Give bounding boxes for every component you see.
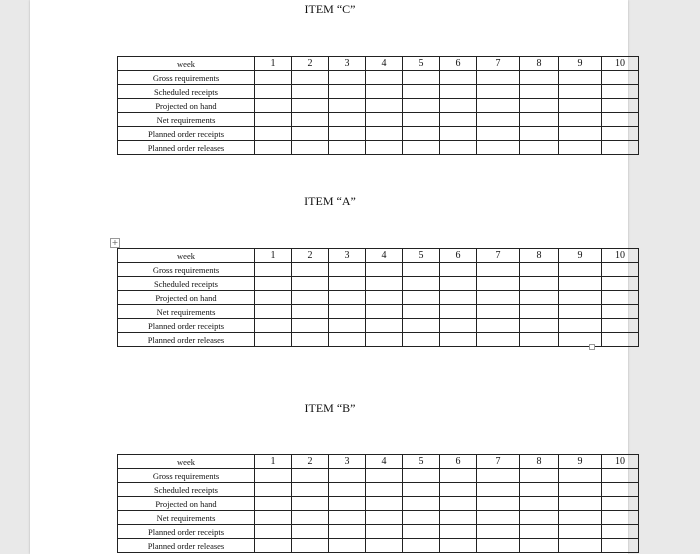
- week-number-cell: 1: [255, 249, 292, 263]
- week-number-cell: 4: [366, 249, 403, 263]
- table-row: [118, 525, 639, 539]
- table-cell[interactable]: [440, 511, 477, 525]
- table-cell[interactable]: [255, 469, 292, 483]
- row-label-cell: Gross requirements: [118, 71, 255, 85]
- table-header-row: [118, 249, 639, 263]
- table-row: [118, 305, 639, 319]
- table-cell[interactable]: [602, 319, 639, 333]
- table-cell[interactable]: [559, 333, 602, 347]
- table-cell[interactable]: [477, 141, 520, 155]
- table-cell[interactable]: [477, 305, 520, 319]
- table-header-row: [118, 455, 639, 469]
- table-cell[interactable]: [520, 469, 559, 483]
- table-cell[interactable]: [520, 113, 559, 127]
- table-row: [118, 263, 639, 277]
- table-cell[interactable]: [255, 539, 292, 553]
- table-cell[interactable]: [366, 539, 403, 553]
- table-cell[interactable]: [440, 483, 477, 497]
- table-cell[interactable]: [520, 483, 559, 497]
- table-cell[interactable]: [602, 497, 639, 511]
- table-cell[interactable]: [440, 99, 477, 113]
- table-cell[interactable]: [477, 291, 520, 305]
- week-number-cell: 2: [292, 455, 329, 469]
- table-cell[interactable]: [520, 525, 559, 539]
- table-cell[interactable]: [292, 277, 329, 291]
- table-cell[interactable]: [292, 497, 329, 511]
- week-number-cell: 1: [255, 57, 292, 71]
- week-number-cell: 4: [366, 455, 403, 469]
- table-cell[interactable]: [440, 85, 477, 99]
- table-cell[interactable]: [255, 333, 292, 347]
- table-row: [118, 539, 639, 553]
- table-cell[interactable]: [366, 511, 403, 525]
- table-cell[interactable]: [403, 319, 440, 333]
- item-b-mrp-table[interactable]: [117, 454, 639, 553]
- table-row: [118, 99, 639, 113]
- week-number-cell: 5: [403, 249, 440, 263]
- table-cell[interactable]: [292, 469, 329, 483]
- week-number-cell: 3: [329, 249, 366, 263]
- row-label-cell: Planned order receipts: [118, 319, 255, 333]
- week-header-cell: week: [118, 455, 255, 469]
- table-cell[interactable]: [559, 525, 602, 539]
- week-number-cell: 1: [255, 455, 292, 469]
- table-cell[interactable]: [520, 333, 559, 347]
- table-cell[interactable]: [366, 333, 403, 347]
- table-cell[interactable]: [520, 71, 559, 85]
- week-number-cell: 7: [477, 249, 520, 263]
- table-cell[interactable]: [520, 141, 559, 155]
- table-cell[interactable]: [602, 511, 639, 525]
- table-cell[interactable]: [440, 71, 477, 85]
- week-number-cell: 2: [292, 57, 329, 71]
- table-cell[interactable]: [477, 71, 520, 85]
- row-label-cell: Projected on hand: [118, 99, 255, 113]
- table-cell[interactable]: [559, 319, 602, 333]
- table-cell[interactable]: [329, 71, 366, 85]
- table-cell[interactable]: [520, 127, 559, 141]
- table-cell[interactable]: [292, 483, 329, 497]
- table-cell[interactable]: [440, 291, 477, 305]
- table-cell[interactable]: [602, 71, 639, 85]
- table-cell[interactable]: [255, 497, 292, 511]
- week-number-cell: 9: [559, 57, 602, 71]
- week-number-cell: 7: [477, 57, 520, 71]
- table-row: [118, 333, 639, 347]
- row-label-cell: Planned order receipts: [118, 525, 255, 539]
- table-cell[interactable]: [292, 263, 329, 277]
- row-label-cell: Net requirements: [118, 113, 255, 127]
- table-row: [118, 113, 639, 127]
- row-label-cell: Planned order releases: [118, 141, 255, 155]
- row-label-cell: Gross requirements: [118, 263, 255, 277]
- table-cell[interactable]: [440, 539, 477, 553]
- table-cell[interactable]: [559, 511, 602, 525]
- table-cell[interactable]: [403, 277, 440, 291]
- table-cell[interactable]: [520, 511, 559, 525]
- table-cell[interactable]: [292, 113, 329, 127]
- table-cell[interactable]: [477, 85, 520, 99]
- week-number-cell: 6: [440, 57, 477, 71]
- table-cell[interactable]: [440, 497, 477, 511]
- item-c-title: ITEM “C”: [304, 2, 356, 16]
- table-cell[interactable]: [559, 277, 602, 291]
- table-cell[interactable]: [255, 525, 292, 539]
- table-cell[interactable]: [255, 483, 292, 497]
- table-cell[interactable]: [602, 525, 639, 539]
- week-number-cell: 6: [440, 249, 477, 263]
- table-cell[interactable]: [440, 333, 477, 347]
- table-cell[interactable]: [520, 305, 559, 319]
- table-cell[interactable]: [440, 127, 477, 141]
- table-cell[interactable]: [329, 319, 366, 333]
- table-cell[interactable]: [255, 71, 292, 85]
- table-cell[interactable]: [366, 497, 403, 511]
- table-cell[interactable]: [602, 85, 639, 99]
- table-cell[interactable]: [366, 113, 403, 127]
- table-cell[interactable]: [477, 539, 520, 553]
- table-cell[interactable]: [520, 85, 559, 99]
- table-cell[interactable]: [403, 141, 440, 155]
- week-number-cell: 2: [292, 249, 329, 263]
- row-label-cell: Scheduled receipts: [118, 85, 255, 99]
- table-cell[interactable]: [477, 333, 520, 347]
- table-cell[interactable]: [292, 525, 329, 539]
- table-cell[interactable]: [440, 525, 477, 539]
- week-number-cell: 8: [520, 249, 559, 263]
- table-cell[interactable]: [255, 141, 292, 155]
- table-cell[interactable]: [477, 483, 520, 497]
- item-a-mrp-table[interactable]: [117, 248, 639, 347]
- table-cell[interactable]: [559, 71, 602, 85]
- table-cell[interactable]: [329, 469, 366, 483]
- table-cell[interactable]: [559, 539, 602, 553]
- table-cell[interactable]: [602, 263, 639, 277]
- table-cell[interactable]: [329, 99, 366, 113]
- table-cell[interactable]: [255, 99, 292, 113]
- table-cell[interactable]: [329, 291, 366, 305]
- week-number-cell: 10: [602, 249, 639, 263]
- table-cell[interactable]: [440, 319, 477, 333]
- table-cell[interactable]: [366, 277, 403, 291]
- table-cell[interactable]: [559, 469, 602, 483]
- table-cell[interactable]: [292, 333, 329, 347]
- table-cell[interactable]: [329, 525, 366, 539]
- table-cell[interactable]: [520, 497, 559, 511]
- table-cell[interactable]: [255, 127, 292, 141]
- table-cell[interactable]: [477, 319, 520, 333]
- table-cell[interactable]: [602, 469, 639, 483]
- table-cell[interactable]: [602, 277, 639, 291]
- table-cell[interactable]: [403, 291, 440, 305]
- row-label-cell: Projected on hand: [118, 291, 255, 305]
- table-cell[interactable]: [403, 99, 440, 113]
- table-row: [118, 141, 639, 155]
- table-cell[interactable]: [366, 525, 403, 539]
- table-cell[interactable]: [292, 85, 329, 99]
- table-cell[interactable]: [403, 127, 440, 141]
- table-row: [118, 483, 639, 497]
- table-cell[interactable]: [255, 291, 292, 305]
- table-cell[interactable]: [602, 333, 639, 347]
- table-cell[interactable]: [292, 141, 329, 155]
- table-cell[interactable]: [366, 263, 403, 277]
- week-number-cell: 5: [403, 57, 440, 71]
- table-cell[interactable]: [477, 525, 520, 539]
- table-cell[interactable]: [255, 511, 292, 525]
- table-cell[interactable]: [292, 539, 329, 553]
- table-cell[interactable]: [292, 305, 329, 319]
- table-cell[interactable]: [559, 141, 602, 155]
- table-cell[interactable]: [440, 141, 477, 155]
- week-number-cell: 9: [559, 455, 602, 469]
- table-cell[interactable]: [255, 305, 292, 319]
- row-label-cell: Planned order releases: [118, 539, 255, 553]
- row-label-cell: Net requirements: [118, 511, 255, 525]
- table-row: [118, 85, 639, 99]
- table-cell[interactable]: [403, 333, 440, 347]
- table-cell[interactable]: [520, 291, 559, 305]
- week-number-cell: 8: [520, 455, 559, 469]
- table-cell[interactable]: [329, 85, 366, 99]
- table-cell[interactable]: [366, 305, 403, 319]
- table-cell[interactable]: [329, 511, 366, 525]
- table-cell[interactable]: [520, 99, 559, 113]
- table-cell[interactable]: [559, 497, 602, 511]
- table-resize-handle-icon[interactable]: [589, 344, 595, 350]
- table-cell[interactable]: [602, 99, 639, 113]
- table-cell[interactable]: [403, 469, 440, 483]
- week-number-cell: 8: [520, 57, 559, 71]
- row-label-cell: Planned order receipts: [118, 127, 255, 141]
- table-cell[interactable]: [292, 291, 329, 305]
- table-cell[interactable]: [403, 85, 440, 99]
- table-cell[interactable]: [477, 99, 520, 113]
- table-cell[interactable]: [403, 305, 440, 319]
- table-move-handle-icon[interactable]: +: [111, 238, 119, 247]
- table-cell[interactable]: [366, 483, 403, 497]
- table-cell[interactable]: [329, 113, 366, 127]
- week-number-cell: 4: [366, 57, 403, 71]
- table-cell[interactable]: [366, 99, 403, 113]
- table-cell[interactable]: [403, 71, 440, 85]
- table-cell[interactable]: [559, 127, 602, 141]
- table-cell[interactable]: [329, 539, 366, 553]
- table-cell[interactable]: [403, 539, 440, 553]
- week-number-cell: 9: [559, 249, 602, 263]
- row-label-cell: Projected on hand: [118, 497, 255, 511]
- table-cell[interactable]: [403, 263, 440, 277]
- week-number-cell: 3: [329, 455, 366, 469]
- table-cell[interactable]: [602, 141, 639, 155]
- table-cell[interactable]: [440, 305, 477, 319]
- table-cell[interactable]: [329, 333, 366, 347]
- table-cell[interactable]: [602, 539, 639, 553]
- table-cell[interactable]: [559, 291, 602, 305]
- table-cell[interactable]: [403, 525, 440, 539]
- table-cell[interactable]: [255, 263, 292, 277]
- row-label-cell: Planned order releases: [118, 333, 255, 347]
- week-number-cell: 7: [477, 455, 520, 469]
- table-cell[interactable]: [559, 305, 602, 319]
- week-header-cell: week: [118, 57, 255, 71]
- table-cell[interactable]: [559, 85, 602, 99]
- table-row: [118, 71, 639, 85]
- table-cell[interactable]: [520, 277, 559, 291]
- table-cell[interactable]: [292, 99, 329, 113]
- table-cell[interactable]: [329, 263, 366, 277]
- table-cell[interactable]: [292, 71, 329, 85]
- table-cell[interactable]: [602, 305, 639, 319]
- table-cell[interactable]: [559, 113, 602, 127]
- table-cell[interactable]: [559, 483, 602, 497]
- table-cell[interactable]: [602, 113, 639, 127]
- table-cell[interactable]: [403, 113, 440, 127]
- week-number-cell: 3: [329, 57, 366, 71]
- table-cell[interactable]: [520, 263, 559, 277]
- table-cell[interactable]: [440, 469, 477, 483]
- table-cell[interactable]: [329, 483, 366, 497]
- table-cell[interactable]: [292, 127, 329, 141]
- table-row: [118, 277, 639, 291]
- table-cell[interactable]: [255, 113, 292, 127]
- table-cell[interactable]: [255, 85, 292, 99]
- item-c-mrp-table[interactable]: [117, 56, 639, 155]
- week-number-cell: 5: [403, 455, 440, 469]
- table-cell[interactable]: [477, 127, 520, 141]
- table-cell[interactable]: [366, 71, 403, 85]
- table-row: [118, 469, 639, 483]
- row-label-cell: Gross requirements: [118, 469, 255, 483]
- week-number-cell: 6: [440, 455, 477, 469]
- table-cell[interactable]: [403, 497, 440, 511]
- table-cell[interactable]: [329, 497, 366, 511]
- row-label-cell: Net requirements: [118, 305, 255, 319]
- table-cell[interactable]: [520, 539, 559, 553]
- table-cell[interactable]: [366, 319, 403, 333]
- table-cell[interactable]: [440, 277, 477, 291]
- table-cell[interactable]: [255, 319, 292, 333]
- table-cell[interactable]: [329, 141, 366, 155]
- table-cell[interactable]: [403, 483, 440, 497]
- table-row: [118, 511, 639, 525]
- table-cell[interactable]: [255, 277, 292, 291]
- row-label-cell: Scheduled receipts: [118, 277, 255, 291]
- table-cell[interactable]: [366, 291, 403, 305]
- table-cell[interactable]: [477, 497, 520, 511]
- table-cell[interactable]: [366, 127, 403, 141]
- table-cell[interactable]: [440, 263, 477, 277]
- table-cell[interactable]: [292, 511, 329, 525]
- row-label-cell: Scheduled receipts: [118, 483, 255, 497]
- table-cell[interactable]: [366, 469, 403, 483]
- week-header-cell: week: [118, 249, 255, 263]
- table-cell[interactable]: [329, 305, 366, 319]
- table-cell[interactable]: [559, 99, 602, 113]
- table-cell[interactable]: [477, 277, 520, 291]
- item-a-title: ITEM “A”: [304, 194, 356, 208]
- table-cell[interactable]: [329, 277, 366, 291]
- table-cell[interactable]: [440, 113, 477, 127]
- item-b-title: ITEM “B”: [304, 401, 356, 415]
- table-cell[interactable]: [477, 113, 520, 127]
- table-cell[interactable]: [602, 127, 639, 141]
- table-row: [118, 127, 639, 141]
- table-row: [118, 497, 639, 511]
- table-cell[interactable]: [559, 263, 602, 277]
- table-cell[interactable]: [602, 483, 639, 497]
- table-cell[interactable]: [366, 85, 403, 99]
- table-cell[interactable]: [329, 127, 366, 141]
- table-cell[interactable]: [477, 263, 520, 277]
- table-cell[interactable]: [477, 469, 520, 483]
- table-cell[interactable]: [403, 511, 440, 525]
- table-cell[interactable]: [602, 291, 639, 305]
- week-number-cell: 10: [602, 455, 639, 469]
- table-header-row: [118, 57, 639, 71]
- table-cell[interactable]: [366, 141, 403, 155]
- table-row: [118, 291, 639, 305]
- table-cell[interactable]: [477, 511, 520, 525]
- table-row: [118, 319, 639, 333]
- table-cell[interactable]: [292, 319, 329, 333]
- table-cell[interactable]: [520, 319, 559, 333]
- week-number-cell: 10: [602, 57, 639, 71]
